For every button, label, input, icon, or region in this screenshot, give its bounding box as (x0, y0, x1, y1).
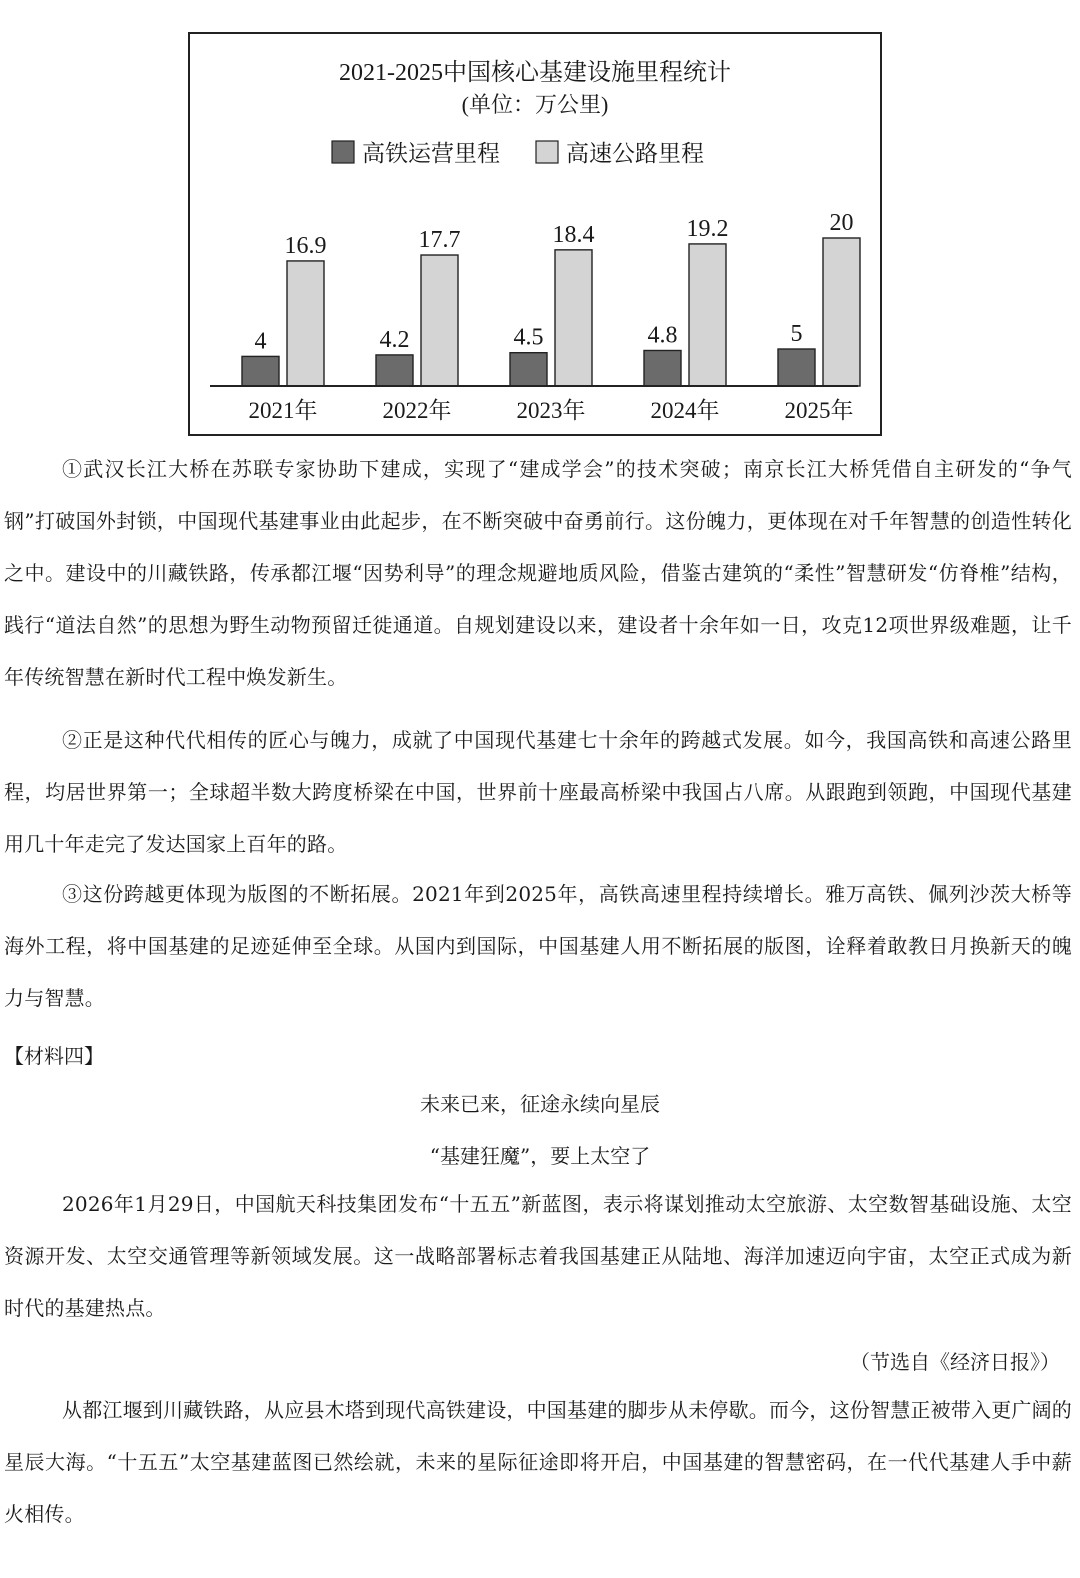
data-label-series-1-5: 5 (790, 321, 803, 347)
bar-series-1-2 (376, 355, 413, 386)
data-label-series-2-3: 18.4 (552, 221, 595, 248)
paragraph-1: ①武汉长江大桥在苏联专家协助下建成，实现了“建成学会”的技术突破；南京长江大桥凭借自主研发的“争气钢”打破国外封锁，中国现代基建事业由此起步，在不断突破中奋勇前行。这份魄力，更体现在对千年智慧的创造性转化之中。建设中的川藏铁路，传承都江堰“因势利导”的理念规避地质风险，借鉴古建筑的“柔性”智慧研发“仿脊椎”结构，践行“道法自然”的思想为野生动物预留迁徙通道。自规划建设以来，建设者十余年如一日，攻克12项世界级难题，让千年传统智慧在新时代工程中焕发新生。 (4, 457, 1072, 689)
paragraph-2: ②正是这种代代相传的匠心与魄力，成就了中国现代基建七十余年的跨越式发展。如今，我国高铁和高速公路里程，均居世界第一；全球超半数大跨度桥梁在中国，世界前十座最高桥梁中我国占八席。从跟跑到领跑，中国现代基建用几十年走完了发达国家上百年的路。 (4, 728, 1072, 856)
bar-series-1-3 (510, 353, 547, 386)
paragraph-5: 从都江堰到川藏铁路，从应县木塔到现代高铁建设，中国基建的脚步从未停歇。而今，这份智慧正被带入更广阔的星辰大海。“十五五”太空基建蓝图已然绘就，未来的星际征途即将开启，中国基建的智慧密码，在一代代基建人手中薪火相传。 (4, 1398, 1072, 1526)
bar-series-2-5 (823, 238, 860, 386)
chart-svg (190, 34, 880, 434)
source-note: （节选自《经济日报》） (850, 1350, 1060, 1374)
data-label-series-2-5: 20 (829, 210, 854, 236)
legend-label-series-2: 高速公路里程 (566, 141, 704, 166)
data-label-series-2-4: 19.2 (686, 215, 729, 242)
bar-chart (188, 32, 882, 436)
headline-1: 未来已来，征途永续向星辰 (420, 1092, 660, 1116)
legend-swatch-series-2 (536, 141, 558, 163)
bar-series-2-4 (689, 244, 726, 386)
bar-series-1-1 (242, 356, 279, 386)
data-label-series-1-4: 4.8 (647, 322, 678, 349)
bar-series-2-2 (421, 255, 458, 386)
chart-title: 2021-2025中国核心基建设施里程统计 (339, 60, 731, 86)
material-label: 【材料四】 (4, 1044, 104, 1068)
x-tick-label-3: 2023年 (516, 398, 586, 423)
x-tick-label-5: 2025年 (784, 398, 854, 423)
bar-series-1-4 (644, 350, 681, 386)
data-label-series-1-2: 4.2 (379, 326, 410, 353)
paragraph-4: 2026年1月29日，中国航天科技集团发布“十五五”新蓝图，表示将谋划推动太空旅游、太空数智基础设施、太空资源开发、太空交通管理等新领域发展。这一战略部署标志着我国基建正从陆地、海洋加速迈向宇宙，太空正式成为新时代的基建热点。 (4, 1192, 1072, 1320)
data-label-series-1-3: 4.5 (513, 324, 544, 351)
bar-series-2-1 (287, 261, 324, 386)
legend-label-series-1: 高铁运营里程 (362, 141, 500, 166)
data-label-series-2-1: 16.9 (284, 232, 327, 259)
data-label-series-1-1: 4 (254, 328, 267, 355)
bar-series-1-5 (778, 349, 815, 386)
plot-area (210, 210, 860, 423)
bar-series-2-3 (555, 250, 592, 386)
x-tick-label-4: 2024年 (650, 398, 720, 423)
x-tick-label-1: 2021年 (248, 398, 318, 423)
paragraph-3: ③这份跨越更体现为版图的不断拓展。2021年到2025年，高铁高速里程持续增长。雅万高铁、佩列沙茨大桥等海外工程，将中国基建的足迹延伸至全球。从国内到国际，中国基建人用不断拓展的版图，诠释着敢教日月换新天的魄力与智慧。 (4, 882, 1072, 1010)
chart-subtitle: (单位：万公里) (461, 92, 609, 117)
data-label-series-2-2: 17.7 (418, 227, 461, 254)
legend-swatch-series-1 (332, 141, 354, 163)
chart-legend (332, 141, 704, 166)
headline-2: “基建狂魔”，要上太空了 (429, 1144, 651, 1168)
x-tick-label-2: 2022年 (382, 398, 452, 423)
